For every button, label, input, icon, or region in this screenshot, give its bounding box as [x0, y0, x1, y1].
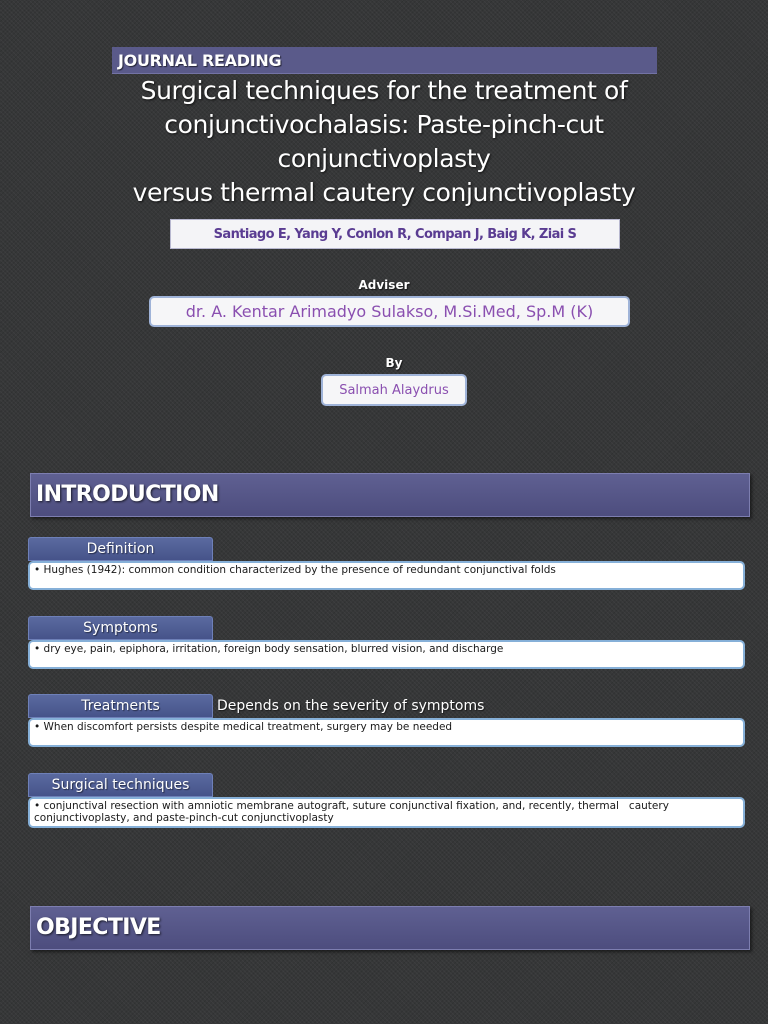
title-line: Surgical techniques for the treatment of [140, 76, 628, 105]
tab-symptoms: Symptoms [28, 616, 213, 640]
adviser-name: dr. A. Kentar Arimadyo Sulakso, M.Si.Med, Sp.M (K) [185, 302, 594, 321]
tab-definition: Definition [28, 537, 213, 561]
title-line: conjunctivoplasty [277, 144, 491, 173]
tab-surgical-techniques: Surgical techniques [28, 773, 213, 797]
adviser-label: Adviser [358, 278, 410, 292]
paper-title [60, 74, 708, 210]
adviser-name-box [149, 296, 630, 327]
by-label: By [385, 356, 403, 370]
surgical-techniques-content: • conjunctival resection with amniotic membrane autograft, suture conjunctival fixation, and, recently, thermal cautery conjunctivoplasty, and paste-pinch-cut conjunctivoplasty [28, 797, 745, 828]
tab-treatments: Treatments [28, 694, 213, 718]
author-name-box [321, 374, 467, 406]
title-line: conjunctivochalasis: Paste-pinch-cut [164, 110, 604, 139]
authors-text: Santiago E, Yang Y, Conlon R, Compan J, Baig K, Ziai S [213, 226, 577, 242]
objective-title: OBJECTIVE [36, 915, 161, 940]
introduction-title: INTRODUCTION [36, 482, 219, 507]
journal-reading-label: JOURNAL READING [118, 51, 282, 70]
treatments-note: Depends on the severity of symptoms [217, 698, 485, 714]
author-name: Salmah Alaydrus [339, 382, 449, 398]
title-line: versus thermal cautery conjunctivoplasty [132, 178, 636, 207]
definition-content: • Hughes (1942): common condition characterized by the presence of redundant conjunctival folds [28, 561, 745, 590]
symptoms-content: • dry eye, pain, epiphora, irritation, foreign body sensation, blurred vision, and discharge [28, 640, 745, 669]
treatments-content: • When discomfort persists despite medical treatment, surgery may be needed [28, 718, 745, 747]
authors-box [170, 219, 620, 249]
